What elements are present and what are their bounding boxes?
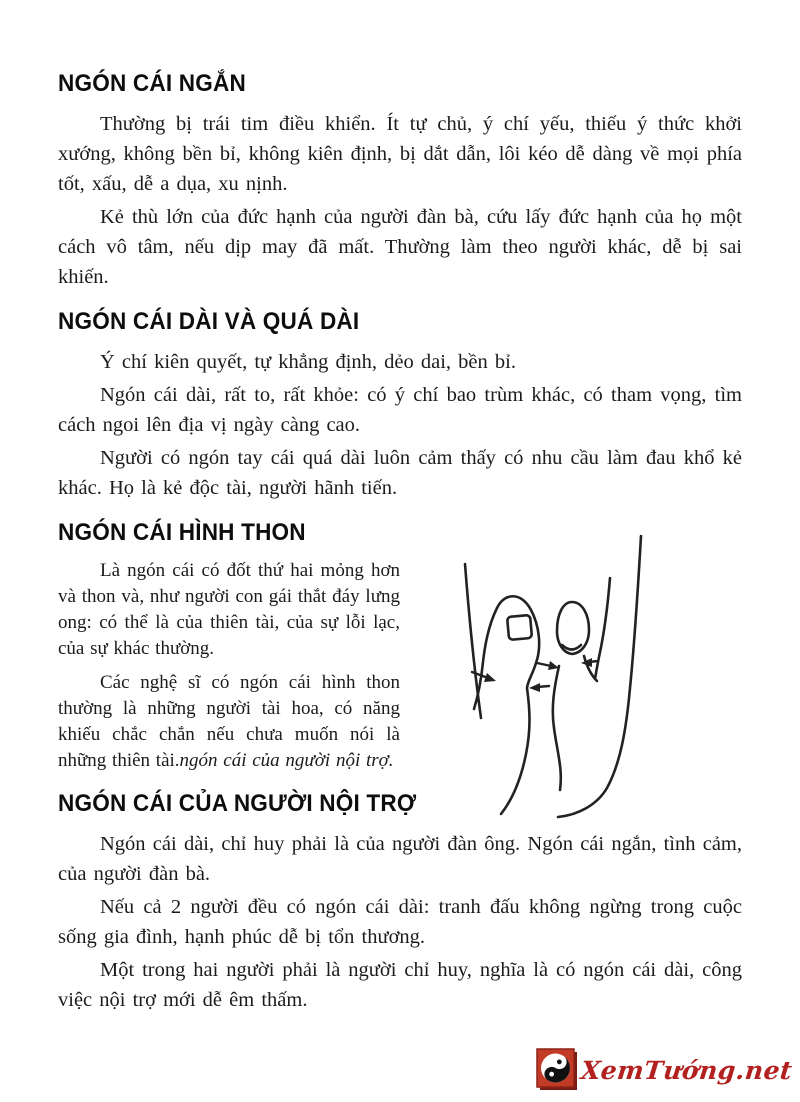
paragraph: Một trong hai người phải là người chỉ huy, nghĩa là có ngón cái dài, công việc nội trợ mới dễ êm thấm.: [58, 959, 742, 1011]
thumb-illustration: [450, 526, 662, 828]
paragraph: Kẻ thù lớn của đức hạnh của người đàn bà, cứu lấy đức hạnh của họ một cách vô tâm, nếu dịp may đã mất. Thường làm theo người khác, dễ bị sai khiến.: [58, 206, 742, 288]
text-and-figure-row: [58, 558, 742, 774]
figure-wrap-text-column: [58, 558, 400, 774]
watermark: [536, 1048, 792, 1092]
paragraph: Nếu cả 2 người đều có ngón cái dài: tranh đấu không ngừng trong cuộc sống gia đình, hạnh phúc dễ bị tổn thương.: [58, 896, 742, 948]
section-heading: NGÓN CÁI HÌNH THON: [58, 519, 306, 546]
paragraph: Người có ngón tay cái quá dài luôn cảm thấy có nhu cầu làm đau khổ kẻ khác. Họ là kẻ độc tài, người hãnh tiến.: [58, 447, 742, 499]
thumb-line-drawing: [450, 526, 662, 828]
section-heading: NGÓN CÁI CỦA NGƯỜI NỘI TRỢ: [58, 790, 417, 817]
paragraph: Là ngón cái có đốt thứ hai mỏng hơn và thon và, như người con gái thắt đáy lưng ong: có thể là của thiên tài, của sự lỗi lạc, của sự khác thường.: [58, 560, 400, 659]
paragraph: Ngón cái dài, chỉ huy phải là của người đàn ông. Ngón cái ngắn, tình cảm, của người đàn bà.: [58, 833, 742, 885]
page-content: [58, 70, 742, 1018]
section-heading: NGÓN CÁI DÀI VÀ QUÁ DÀI: [58, 308, 360, 335]
section-long-thumb: [58, 308, 742, 503]
section-slim-thumb: [58, 519, 742, 774]
paragraph-normal-run: Các nghệ sĩ có ngón cái hình thon thường là những người tài hoa, có năng khiếu chắc chắn nếu chưa muốn nói là những thiên tài.: [58, 672, 400, 771]
paragraph: Ý chí kiên quyết, tự khẳng định, dẻo dai, bền bỉ.: [100, 351, 516, 373]
paragraph: Thường bị trái tim điều khiển. Ít tự chủ, ý chí yếu, thiếu ý thức khởi xướng, không bền bỉ, không kiên định, bị dắt dẫn, lôi kéo dễ dàng về mọi phía tốt, xấu, dễ a dụa, xu nịnh.: [58, 113, 742, 195]
watermark-text: XemTướng.net: [579, 1055, 794, 1085]
paragraph-with-italic-run: [58, 670, 400, 774]
yin-yang-icon: [536, 1048, 578, 1092]
section-short-thumb: [58, 70, 742, 292]
paragraph-italic-run: ngón cái của người nội trợ.: [179, 750, 394, 771]
section-heading: NGÓN CÁI NGẮN: [58, 70, 246, 97]
paragraph: Ngón cái dài, rất to, rất khỏe: có ý chí bao trùm khác, có tham vọng, tìm cách ngoi lên địa vị ngày càng cao.: [58, 384, 742, 436]
